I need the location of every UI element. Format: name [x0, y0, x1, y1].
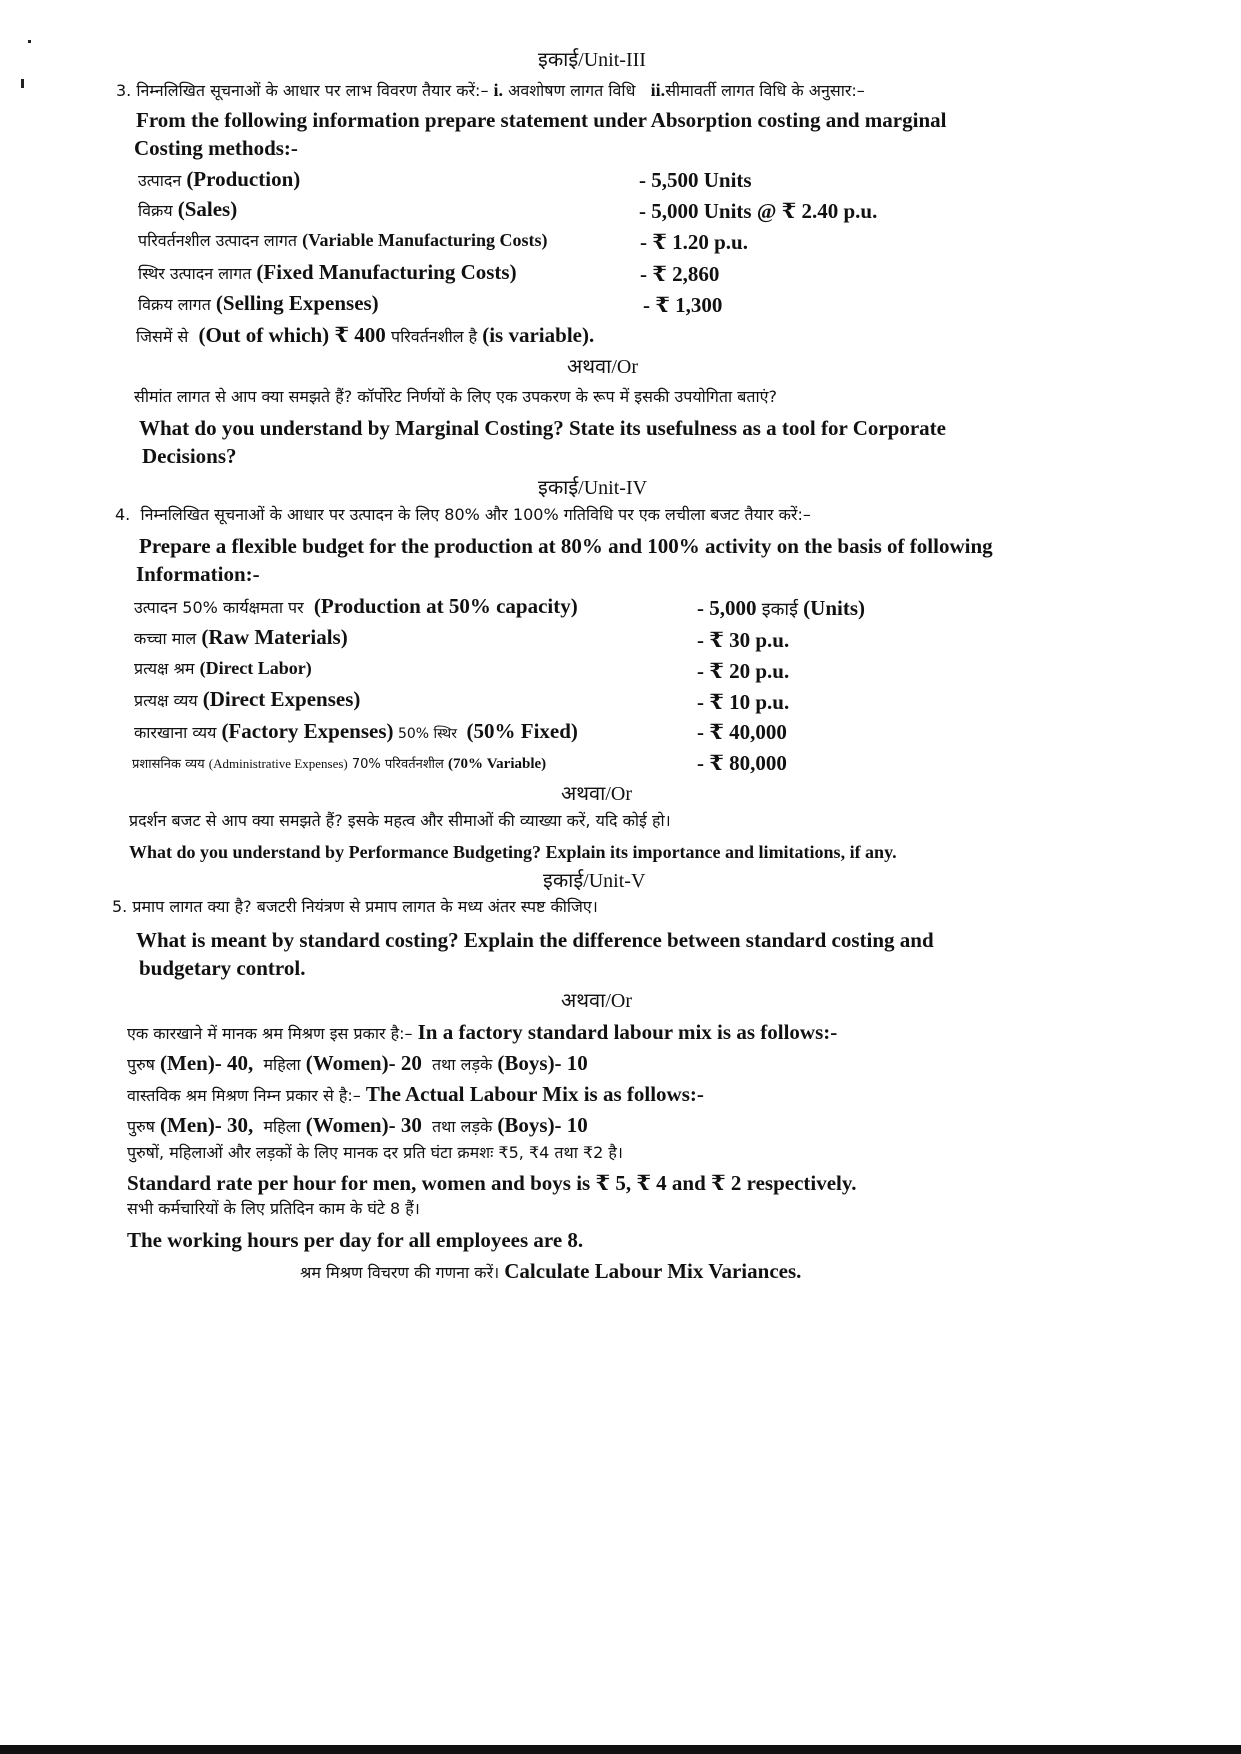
u4-value-direct-labor: - ₹ 20 p.u.: [697, 659, 790, 683]
q5-english-2: budgetary control.: [139, 956, 306, 980]
q3-number: 3.: [116, 81, 132, 100]
u4-or: अथवा/Or: [561, 783, 633, 805]
row-label-hindi: परिवर्तनशील उत्पादन लागत: [138, 231, 303, 250]
u3-alt-hindi: सीमांत लागत से आप क्या समझते हैं? कॉर्पोरेट निर्णयों के लिए एक उपकरण के रूप में इसकी उपयोगिता बताएं?: [134, 387, 778, 406]
note-english: (is variable).: [482, 323, 595, 347]
boys-english: (Boys)- 10: [497, 1051, 588, 1075]
u3-alt-english-2: Decisions?: [142, 444, 237, 468]
note-hindi: परिवर्तनशील है: [391, 327, 483, 346]
row-label-english: (50% Fixed): [466, 719, 578, 743]
row-label-hindi: उत्पादन 50% कार्यक्षमता पर: [134, 598, 309, 617]
u3-row-variable-costs: [138, 231, 547, 249]
q3-hindi-text: निम्नलिखित सूचनाओं के आधार पर लाभ विवरण तैयार करें:–: [136, 81, 494, 100]
row-label-english: (Direct Labor): [199, 658, 312, 678]
u4-row-production: [134, 596, 578, 617]
u5-standard-mix: [127, 1053, 588, 1074]
row-label-hindi: उत्पादन: [138, 171, 187, 190]
line-hindi: वास्तविक श्रम मिश्रण निम्न प्रकार से है:–: [127, 1086, 366, 1105]
value-english: - 5,000: [697, 596, 762, 620]
u4-value-factory-expenses: - ₹ 40,000: [697, 720, 787, 744]
q3-ii: ii.: [650, 80, 666, 100]
q5-number: 5.: [112, 897, 128, 916]
u3-value-variable-costs: - ₹ 1.20 p.u.: [640, 230, 748, 254]
u5-or: अथवा/Or: [561, 990, 633, 1012]
u4-value-admin-expenses: - ₹ 80,000: [697, 751, 787, 775]
u3-value-selling-expenses: - ₹ 1,300: [643, 293, 723, 317]
row-label-hindi: प्रशासनिक व्यय: [132, 757, 209, 772]
line-english: The Actual Labour Mix is as follows:-: [365, 1082, 704, 1106]
q4-hindi-text: निम्नलिखित सूचनाओं के आधार पर उत्पादन के लिए 80% और 100% गतिविधि पर एक लचीला बजट तैयार करें:–: [140, 505, 811, 524]
u3-row-sales: [138, 199, 237, 220]
row-label-hindi: स्थिर उत्पादन लागत: [138, 264, 257, 283]
note-english: (Out of which) ₹ 400: [198, 323, 392, 347]
q3-english-2: Costing methods:-: [134, 136, 298, 160]
row-label-hindi: प्रत्यक्ष व्यय: [134, 691, 203, 710]
u5-actual-mix-intro: [127, 1084, 704, 1105]
u4-alt-english: What do you understand by Performance Budgeting? Explain its importance and limitations, if any.: [129, 842, 897, 862]
u3-value-sales: - 5,000 Units @ ₹ 2.40 p.u.: [639, 199, 878, 223]
q5-hindi-text: प्रमाप लागत क्या है? बजटरी नियंत्रण से प्रमाप लागत के मध्य अंतर स्पष्ट कीजिए।: [132, 897, 598, 916]
u4-row-admin-expenses: [132, 755, 546, 772]
q3-hindi: [116, 81, 865, 99]
unit-3-heading: इकाई/Unit-III: [538, 49, 646, 71]
note-hindi: जिसमें से: [136, 327, 194, 346]
boys-english: (Boys)- 10: [497, 1113, 588, 1137]
u3-alt-english-1: What do you understand by Marginal Costing? State its usefulness as a tool for Corporate: [139, 416, 946, 440]
u5-rate-english: Standard rate per hour for men, women and boys is ₹ 5, ₹ 4 and ₹ 2 respectively.: [127, 1171, 857, 1195]
u3-value-production: - 5,500 Units: [639, 168, 752, 192]
u4-value-direct-expenses: - ₹ 10 p.u.: [697, 690, 790, 714]
line-english: Calculate Labour Mix Variances.: [504, 1259, 802, 1283]
q3-i-text: अवशोषण लागत विधि: [503, 81, 641, 100]
men-english: (Men)- 40,: [160, 1051, 254, 1075]
women-hindi: महिला: [263, 1055, 306, 1074]
u5-calculate: [300, 1261, 801, 1282]
u4-value-production: [697, 598, 865, 619]
q3-ii-text: सीमावर्ती लागत विधि के अनुसार:–: [665, 81, 865, 100]
u3-note-variable: [136, 325, 594, 346]
row-label-english: (Direct Expenses): [202, 687, 361, 711]
row-label-english: (Fixed Manufacturing Costs): [256, 260, 517, 284]
line-hindi: श्रम मिश्रण विचरण की गणना करें।: [300, 1263, 505, 1282]
u4-row-direct-expenses: [134, 689, 360, 710]
boys-hindi: तथा लड़के: [432, 1117, 498, 1136]
u5-actual-mix: [127, 1115, 588, 1136]
row-label-hindi: 50% स्थिर: [393, 726, 462, 742]
u3-row-fixed-costs: [138, 262, 517, 283]
q3-english-1: From the following information prepare statement under Absorption costing and marginal: [136, 108, 947, 132]
line-hindi: एक कारखाने में मानक श्रम मिश्रण इस प्रकार है:–: [127, 1024, 418, 1043]
u4-value-raw-materials: - ₹ 30 p.u.: [697, 628, 790, 652]
row-label-english: (Raw Materials): [201, 625, 348, 649]
q4-number: 4.: [115, 505, 131, 524]
row-label-hindi: प्रत्यक्ष श्रम: [134, 659, 200, 678]
women-english: (Women)- 30: [305, 1113, 422, 1137]
women-hindi: महिला: [263, 1117, 306, 1136]
u5-standard-mix-intro: [127, 1022, 837, 1043]
unit-5-heading: इकाई/Unit-V: [543, 870, 646, 892]
value-hindi: इकाई: [761, 599, 798, 620]
line-english: In a factory standard labour mix is as follows:-: [417, 1020, 838, 1044]
row-label-english: (Production at 50% capacity): [313, 594, 578, 618]
row-label-hindi: विक्रय लागत: [138, 295, 216, 314]
u3-row-production: [138, 169, 300, 190]
row-label-hindi: 70% परिवर्तनशील: [347, 757, 448, 772]
women-english: (Women)- 20: [305, 1051, 422, 1075]
q4-english-2: Information:-: [136, 562, 260, 586]
men-english: (Men)- 30,: [160, 1113, 254, 1137]
u5-hours-english: The working hours per day for all employees are 8.: [127, 1228, 584, 1252]
value-english: (Units): [797, 596, 866, 620]
row-label-english: (Selling Expenses): [215, 291, 379, 315]
q5-hindi: [112, 899, 598, 915]
row-label-english: (Administrative Expenses): [208, 756, 348, 771]
u4-row-factory-expenses: [134, 721, 578, 742]
q4-hindi: [115, 507, 811, 523]
row-label-hindi: कच्चा माल: [134, 629, 202, 648]
scan-bottom-border: [0, 1745, 1241, 1754]
u4-row-raw-materials: [134, 627, 348, 648]
q3-i: i.: [493, 80, 504, 100]
row-label-english: (Factory Expenses): [221, 719, 394, 743]
row-label-hindi: विक्रय: [138, 201, 178, 220]
u3-row-selling-expenses: [138, 293, 379, 314]
u3-or: अथवा/Or: [567, 356, 639, 378]
u5-rate-hindi: पुरुषों, महिलाओं और लड़कों के लिए मानक दर प्रति घंटा क्रमशः ₹5, ₹4 तथा ₹2 है।: [127, 1143, 623, 1162]
row-label-english: (Production): [186, 167, 301, 191]
u3-value-fixed-costs: - ₹ 2,860: [640, 262, 720, 286]
u4-row-direct-labor: [134, 659, 312, 677]
row-label-english: (Sales): [177, 197, 238, 221]
u5-hours-hindi: सभी कर्मचारियों के लिए प्रतिदिन काम के घंटे 8 हैं।: [127, 1199, 420, 1218]
q5-english-1: What is meant by standard costing? Explain the difference between standard costing and: [136, 928, 934, 952]
scan-tick: [21, 79, 24, 88]
row-label-english: (Variable Manufacturing Costs): [302, 230, 548, 250]
men-hindi: पुरुष: [127, 1055, 160, 1074]
men-hindi: पुरुष: [127, 1117, 160, 1136]
scan-dot: [28, 40, 31, 43]
q4-english-1: Prepare a flexible budget for the production at 80% and 100% activity on the basis of following: [139, 534, 993, 558]
boys-hindi: तथा लड़के: [432, 1055, 498, 1074]
row-label-hindi: कारखाना व्यय: [134, 723, 222, 742]
u4-alt-hindi: प्रदर्शन बजट से आप क्या समझते हैं? इसके महत्व और सीमाओं की व्याख्या करें, यदि कोई हो।: [129, 811, 671, 830]
unit-4-heading: इकाई/Unit-IV: [538, 477, 648, 499]
row-label-english: (70% Variable): [447, 756, 547, 772]
